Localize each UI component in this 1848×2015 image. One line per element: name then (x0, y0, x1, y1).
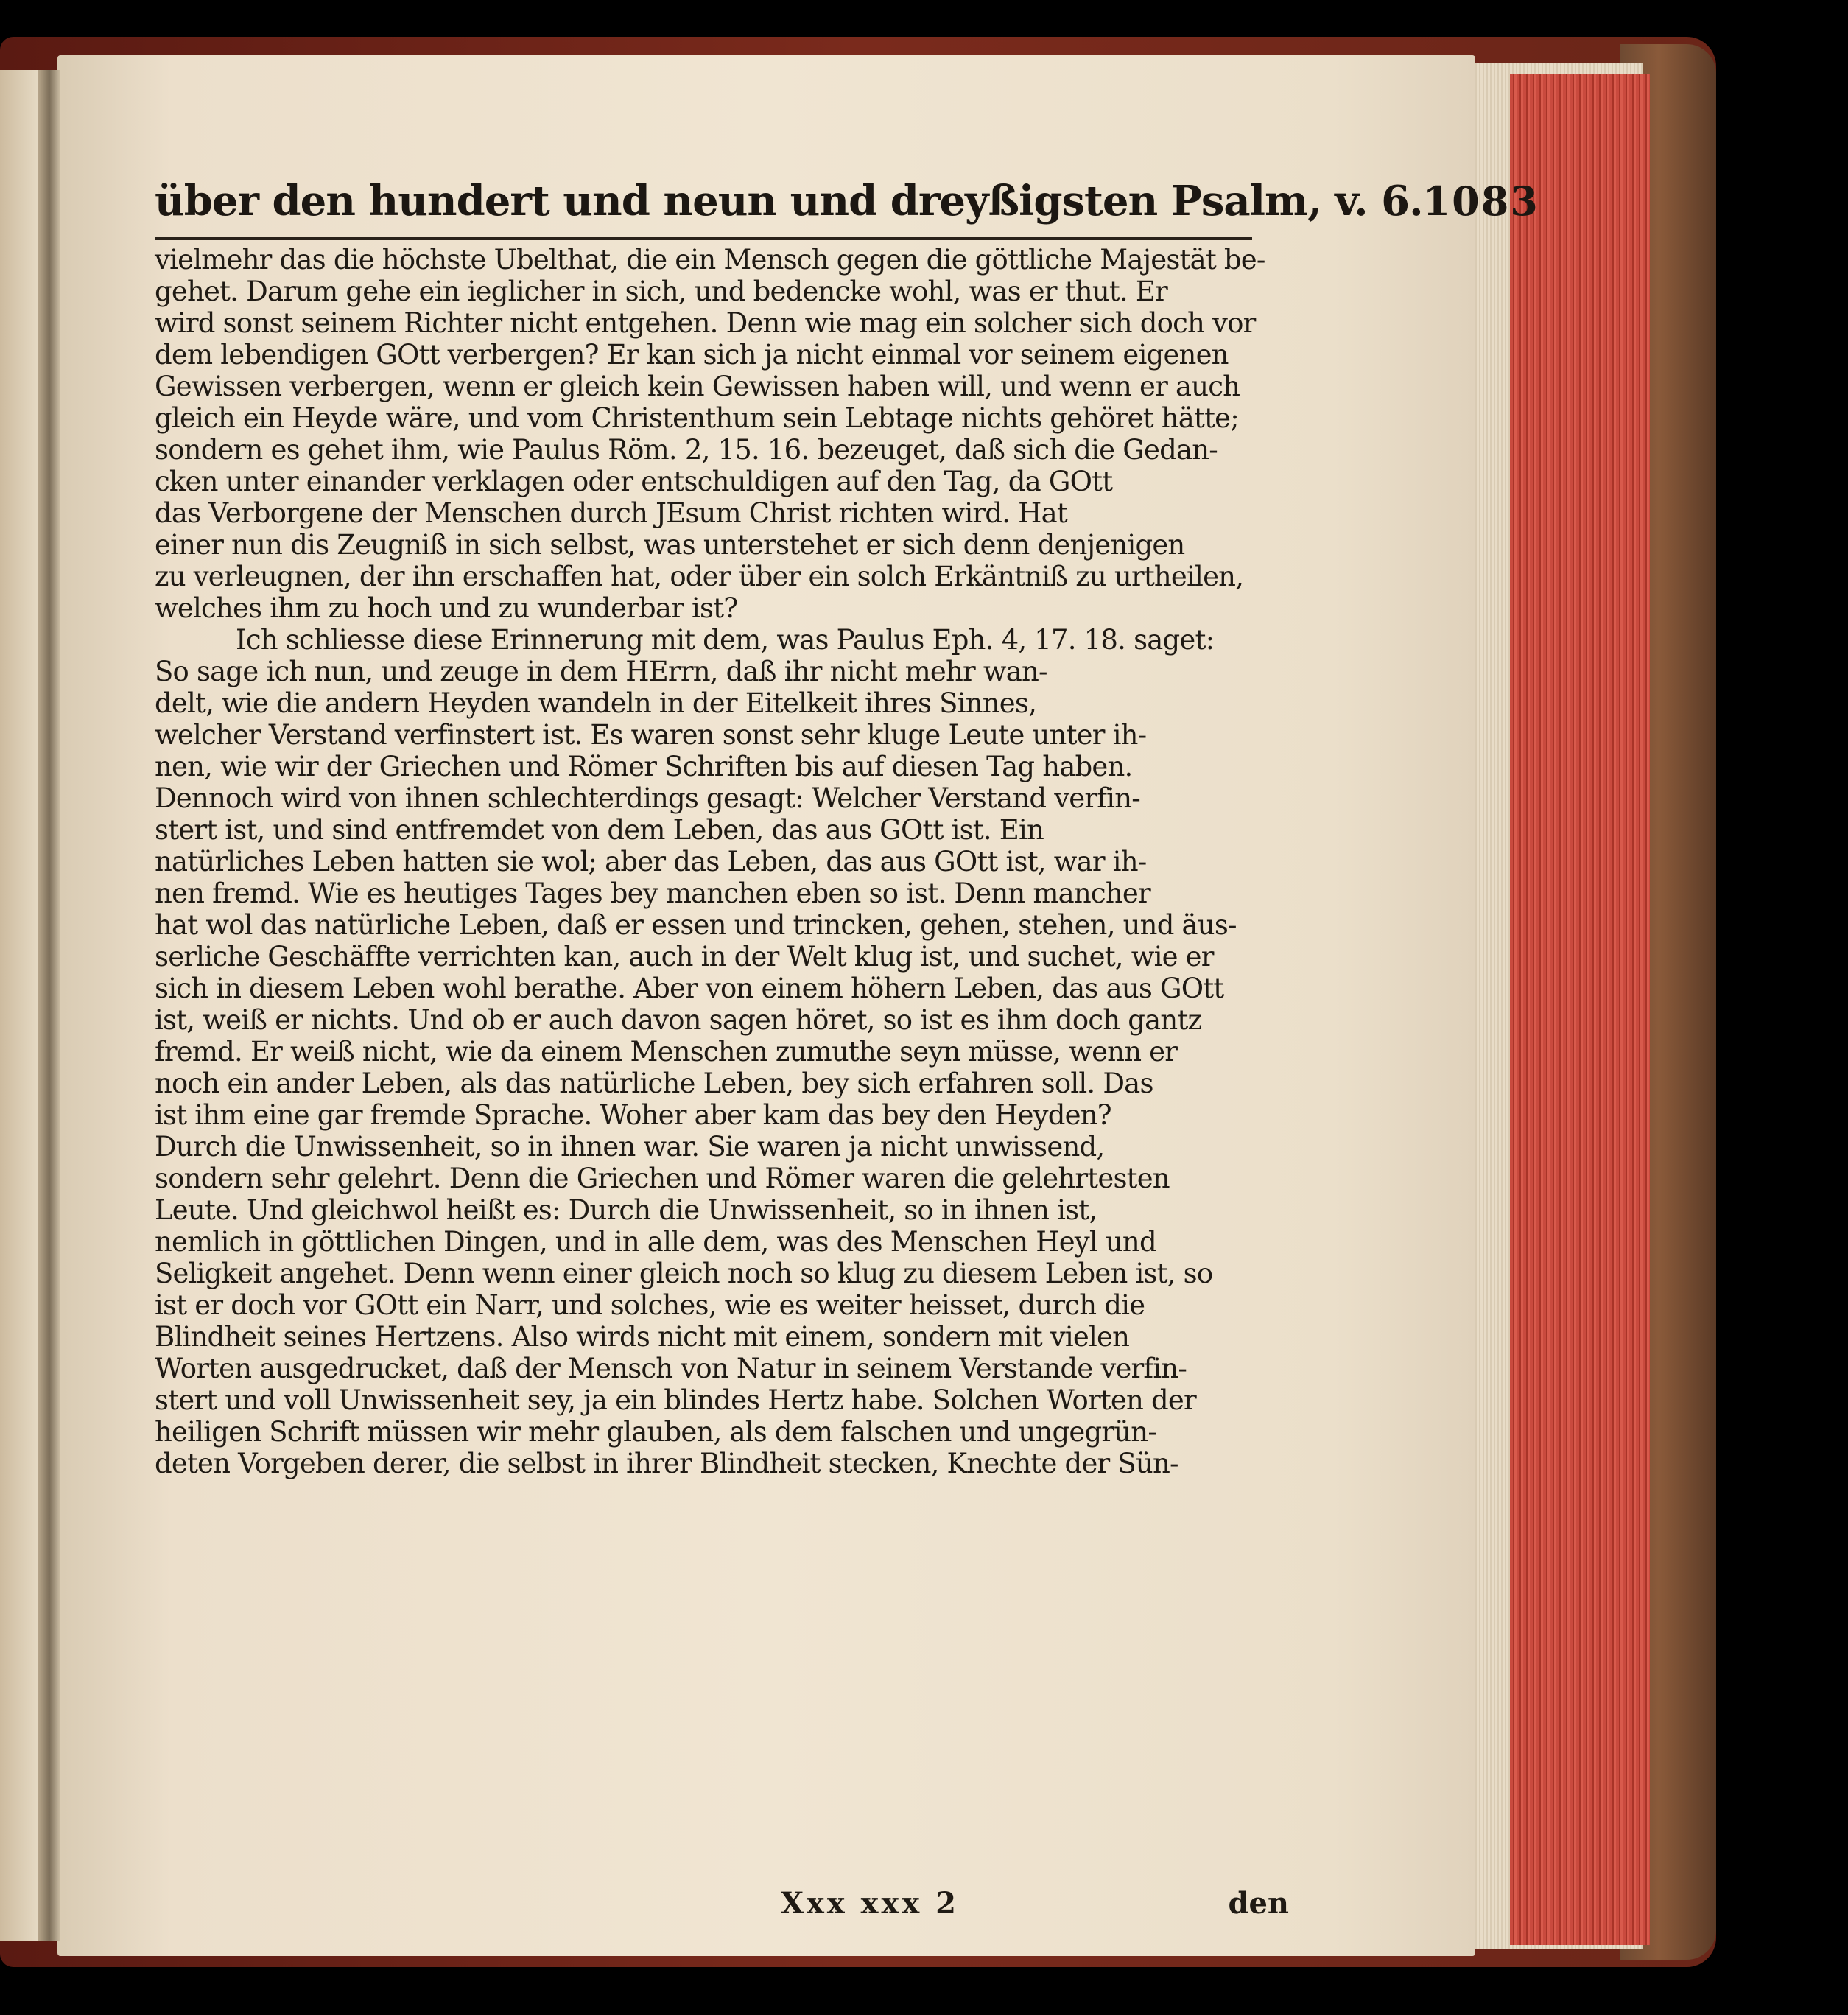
text-line: sondern es gehet ihm, wie Paulus Röm. 2, 15. 16. bezeuget, daß sich die Gedan- (155, 434, 1218, 466)
book-gutter (38, 70, 60, 1941)
header-rule (155, 237, 1252, 240)
text-line: Ich schliesse diese Erinnerung mit dem, was Paulus Eph. 4, 17. 18. saget: (236, 624, 1215, 656)
catchword: den (1228, 1886, 1289, 1921)
text-line: delt, wie die andern Heyden wandeln in der Eitelkeit ihres Sinnes, (155, 687, 1037, 719)
text-line: hat wol das natürliche Leben, daß er essen und trincken, gehen, stehen, und äus- (155, 909, 1237, 941)
text-line: wird sonst seinem Richter nicht entgehen. Denn wie mag ein solcher sich doch vor (155, 307, 1256, 339)
text-line: zu verleugnen, der ihn erschaffen hat, oder über ein solch Erkäntniß zu urtheilen, (155, 561, 1244, 592)
page-number: 1083 (1422, 178, 1539, 225)
text-line: nemlich in göttlichen Dingen, und in alle dem, was des Menschen Heyl und (155, 1226, 1156, 1258)
text-line: Dennoch wird von ihnen schlechterdings gesagt: Welcher Verstand verfin- (155, 782, 1140, 814)
text-line: welches ihm zu hoch und zu wunderbar ist? (155, 592, 738, 624)
text-line: sondern sehr gelehrt. Denn die Griechen und Römer waren die gelehrtesten (155, 1163, 1170, 1194)
text-line: nen fremd. Wie es heutiges Tages bey manchen eben so ist. Denn mancher (155, 877, 1150, 909)
text-line: gleich ein Heyde wäre, und vom Christenthum sein Lebtage nichts gehöret hätte; (155, 402, 1239, 434)
text-line: Seligkeit angehet. Denn wenn einer gleich noch so klug zu diesem Leben ist, so (155, 1258, 1213, 1289)
text-line: cken unter einander verklagen oder entschuldigen auf den Tag, da GOtt (155, 466, 1113, 497)
text-line: stert und voll Unwissenheit sey, ja ein blindes Hertz habe. Solchen Worten der (155, 1384, 1196, 1416)
left-page-sliver (0, 70, 41, 1941)
text-line: sich in diesem Leben wohl berathe. Aber von einem höhern Leben, das aus GOtt (155, 973, 1224, 1004)
body-text (155, 245, 1289, 1480)
text-line: das Verborgene der Menschen durch JEsum Christ richten wird. Hat (155, 497, 1067, 529)
red-page-edge (1510, 74, 1650, 1945)
text-line: ist, weiß er nichts. Und ob er auch davon sagen höret, so ist es ihm doch gantz (155, 1004, 1202, 1036)
text-line: stert ist, und sind entfremdet von dem Leben, das aus GOtt ist. Ein (155, 814, 1044, 846)
page-footer (155, 1886, 1289, 1923)
text-line: nen, wie wir der Griechen und Römer Schriften bis auf diesen Tag haben. (155, 751, 1133, 782)
text-line: welcher Verstand verfinstert ist. Es waren sonst sehr kluge Leute unter ih- (155, 719, 1147, 751)
text-line: heiligen Schrift müssen wir mehr glauben, als dem falschen und ungegrün- (155, 1416, 1157, 1448)
text-line: Leute. Und gleichwol heißt es: Durch die Unwissenheit, so in ihnen ist, (155, 1194, 1097, 1226)
text-line: deten Vorgeben derer, die selbst in ihrer Blindheit stecken, Knechte der Sün- (155, 1448, 1178, 1479)
running-header (155, 177, 1539, 225)
text-line: fremd. Er weiß nicht, wie da einem Menschen zumuthe seyn müsse, wenn er (155, 1036, 1178, 1068)
text-line: Blindheit seines Hertzens. Also wirds nicht mit einem, sondern mit vielen (155, 1321, 1130, 1353)
text-line: Gewissen verbergen, wenn er gleich kein Gewissen haben will, und wenn er auch (155, 371, 1240, 402)
text-line: serliche Geschäffte verrichten kan, auch in der Welt klug ist, und suchet, wie er (155, 941, 1214, 973)
text-line: ist ihm eine gar fremde Sprache. Woher aber kam das bey den Heyden? (155, 1099, 1111, 1131)
text-line: gehet. Darum gehe ein ieglicher in sich, und bedencke wohl, was er thut. Er (155, 276, 1167, 307)
text-line: natürliches Leben hatten sie wol; aber das Leben, das aus GOtt ist, war ih- (155, 846, 1147, 877)
signature-mark: Xxx xxx 2 (781, 1886, 959, 1921)
text-line: einer nun dis Zeugniß in sich selbst, was unterstehet er sich denn denjenigen (155, 529, 1185, 561)
text-line: noch ein ander Leben, als das natürliche Leben, bey sich erfahren soll. Das (155, 1068, 1153, 1099)
text-line: dem lebendigen GOtt verbergen? Er kan sich ja nicht einmal vor seinem eigenen (155, 339, 1229, 371)
header-title: über den hundert und neun und dreyßigsten Psalm, v. 6. (155, 177, 1423, 225)
text-line: So sage ich nun, und zeuge in dem HErrn, daß ihr nicht mehr wan- (155, 656, 1047, 687)
text-line: ist er doch vor GOtt ein Narr, und solches, wie es weiter heisset, durch die (155, 1289, 1145, 1321)
text-line: Durch die Unwissenheit, so in ihnen war. Sie waren ja nicht unwissend, (155, 1131, 1105, 1163)
text-line: vielmehr das die höchste Ubelthat, die ein Mensch gegen die göttliche Majestät be- (155, 244, 1265, 276)
text-line: Worten ausgedrucket, daß der Mensch von Natur in seinem Verstande verfin- (155, 1353, 1187, 1384)
